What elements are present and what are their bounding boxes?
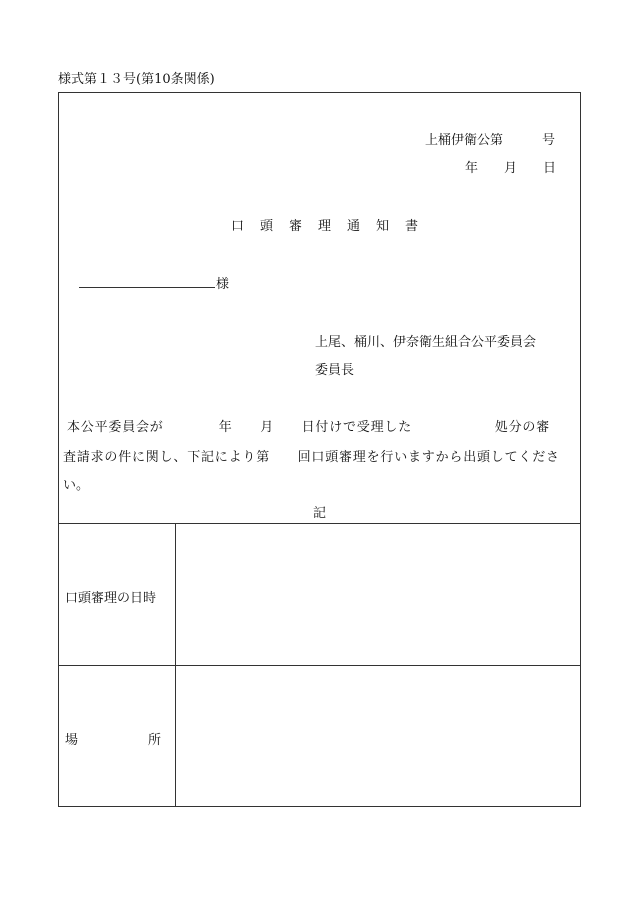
datetime-row-label: 口頭審理の日時 <box>65 591 157 606</box>
notice-frame <box>58 92 581 807</box>
body-line-1: 本公平委員会が 年 月 日付けで受理した 処分の審 <box>67 420 551 435</box>
table-column-rule <box>175 523 176 806</box>
sender-organization: 上尾、桶川、伊奈衛生組合公平委員会 <box>315 335 537 350</box>
addressee-blank-line <box>79 287 215 288</box>
document-title: 口頭審理通知書 <box>231 219 435 234</box>
body-line-2: 査請求の件に関し、下記により第 回口頭審理を行いますから出頭してくださ <box>63 450 560 465</box>
table-top-rule <box>59 523 580 524</box>
form-number-label: 様式第１３号(第10条関係) <box>58 72 215 87</box>
document-number: 上桶伊衛公第 号 <box>425 133 556 148</box>
sender-role: 委員長 <box>315 363 355 378</box>
place-row-label-right: 所 <box>148 733 162 748</box>
ki-heading: 記 <box>313 506 327 521</box>
document-date: 年 月 日 <box>465 161 557 176</box>
table-mid-rule <box>59 665 580 666</box>
body-line-3: い。 <box>63 478 90 493</box>
place-row-label-left: 場 <box>65 733 79 748</box>
addressee-suffix: 様 <box>216 277 230 292</box>
